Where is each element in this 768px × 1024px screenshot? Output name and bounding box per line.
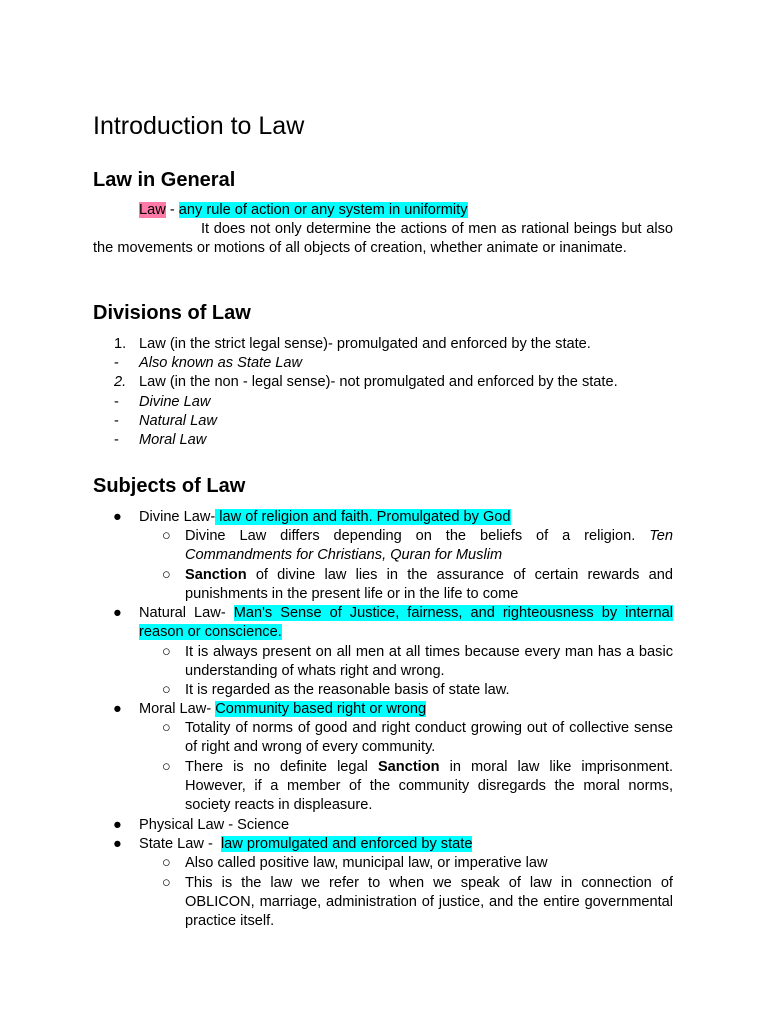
- division-text: Divine Law: [139, 394, 211, 410]
- division-text: Also known as State Law: [139, 355, 303, 371]
- bullet: ●: [113, 701, 122, 717]
- list-marker: 2.: [114, 374, 127, 390]
- heading-subjects-of-law: Subjects of Law: [93, 475, 246, 497]
- law-definition-text: any rule of action or any system in uniformity: [178, 202, 468, 218]
- natural-law-sub-1: ○ It is always present on all men at all times because every man has a basic understanding of whats right and wrong.: [162, 644, 673, 680]
- state-law-sub-1: ○ Also called positive law, municipal law, or imperative law: [185, 854, 673, 873]
- subject-label: Divine Law-: [139, 509, 216, 525]
- divine-law-sub-1: ○ Divine Law differs depending on the beliefs of a religion. Ten Commandments for Christians, Quran for Muslim: [162, 528, 673, 564]
- list-marker: -: [114, 413, 119, 429]
- list-marker: 1.: [114, 336, 127, 352]
- law-dash: -: [165, 202, 179, 218]
- list-marker: -: [114, 394, 119, 410]
- subject-label: Natural Law-: [139, 605, 234, 621]
- list-marker: -: [114, 355, 119, 371]
- subject-highlight: law of religion and faith. Promulgated by God: [215, 509, 511, 525]
- division-text: Law (in the non - legal sense)- not promulgated and enforced by the state.: [139, 374, 618, 390]
- divine-law-sub-2: ○ Sanction of divine law lies in the assurance of certain rewards and punishments in the present life or in the life to come: [162, 567, 673, 603]
- circle-bullet: ○: [162, 528, 171, 544]
- subject-label: Moral Law-: [139, 701, 216, 717]
- law-definition: [139, 201, 673, 220]
- subject-highlight: Community based right or wrong: [215, 701, 427, 717]
- circle-bullet: ○: [162, 567, 171, 583]
- subject-label: State Law -: [139, 836, 221, 852]
- division-text: Natural Law: [139, 413, 217, 429]
- circle-bullet: ○: [162, 875, 171, 891]
- natural-law-sub-2: ○ It is regarded as the reasonable basis of state law.: [185, 681, 673, 700]
- bullet: ●: [113, 817, 122, 833]
- circle-bullet: ○: [162, 759, 171, 775]
- heading-divisions-of-law: Divisions of Law: [93, 302, 251, 324]
- moral-law-sub-1: ○ Totality of norms of good and right conduct growing out of collective sense of right and wrong of every community.: [162, 720, 673, 756]
- moral-law-sub-2: ○ There is no definite legal Sanction in moral law like imprisonment. However, if a member of the community disregards the moral norms, society reacts in displeasure.: [162, 759, 673, 814]
- circle-bullet: ○: [162, 644, 171, 660]
- heading-law-in-general: Law in General: [93, 169, 236, 191]
- circle-bullet: ○: [162, 682, 171, 698]
- circle-bullet: ○: [162, 720, 171, 736]
- document-title: Introduction to Law: [93, 112, 305, 140]
- circle-bullet: ○: [162, 855, 171, 871]
- state-law-sub-2: ○ This is the law we refer to when we speak of law in connection of OBLICON, marriage, administration of justice, and the entire governmental practice itself.: [162, 875, 673, 930]
- bullet: ●: [113, 509, 122, 525]
- division-text: Law (in the strict legal sense)- promulgated and enforced by the state.: [139, 336, 591, 352]
- bullet: ●: [113, 605, 122, 621]
- subject-label: Physical Law - Science: [139, 817, 290, 833]
- bullet: ●: [113, 836, 122, 852]
- subject-highlight: Man's Sense of Justice, fairness, and righteousness by internal reason or conscience.: [139, 605, 673, 641]
- subject-highlight: law promulgated and enforced by state: [220, 836, 473, 852]
- law-general-paragraph: It does not only determine the actions of men as rational beings but also the movements or motions of all objects of creation, whether animate or inanimate.: [93, 221, 673, 257]
- list-marker: -: [114, 432, 119, 448]
- subject-natural-law: [93, 604, 673, 643]
- law-term: Law: [139, 202, 166, 218]
- division-text: Moral Law: [139, 432, 207, 448]
